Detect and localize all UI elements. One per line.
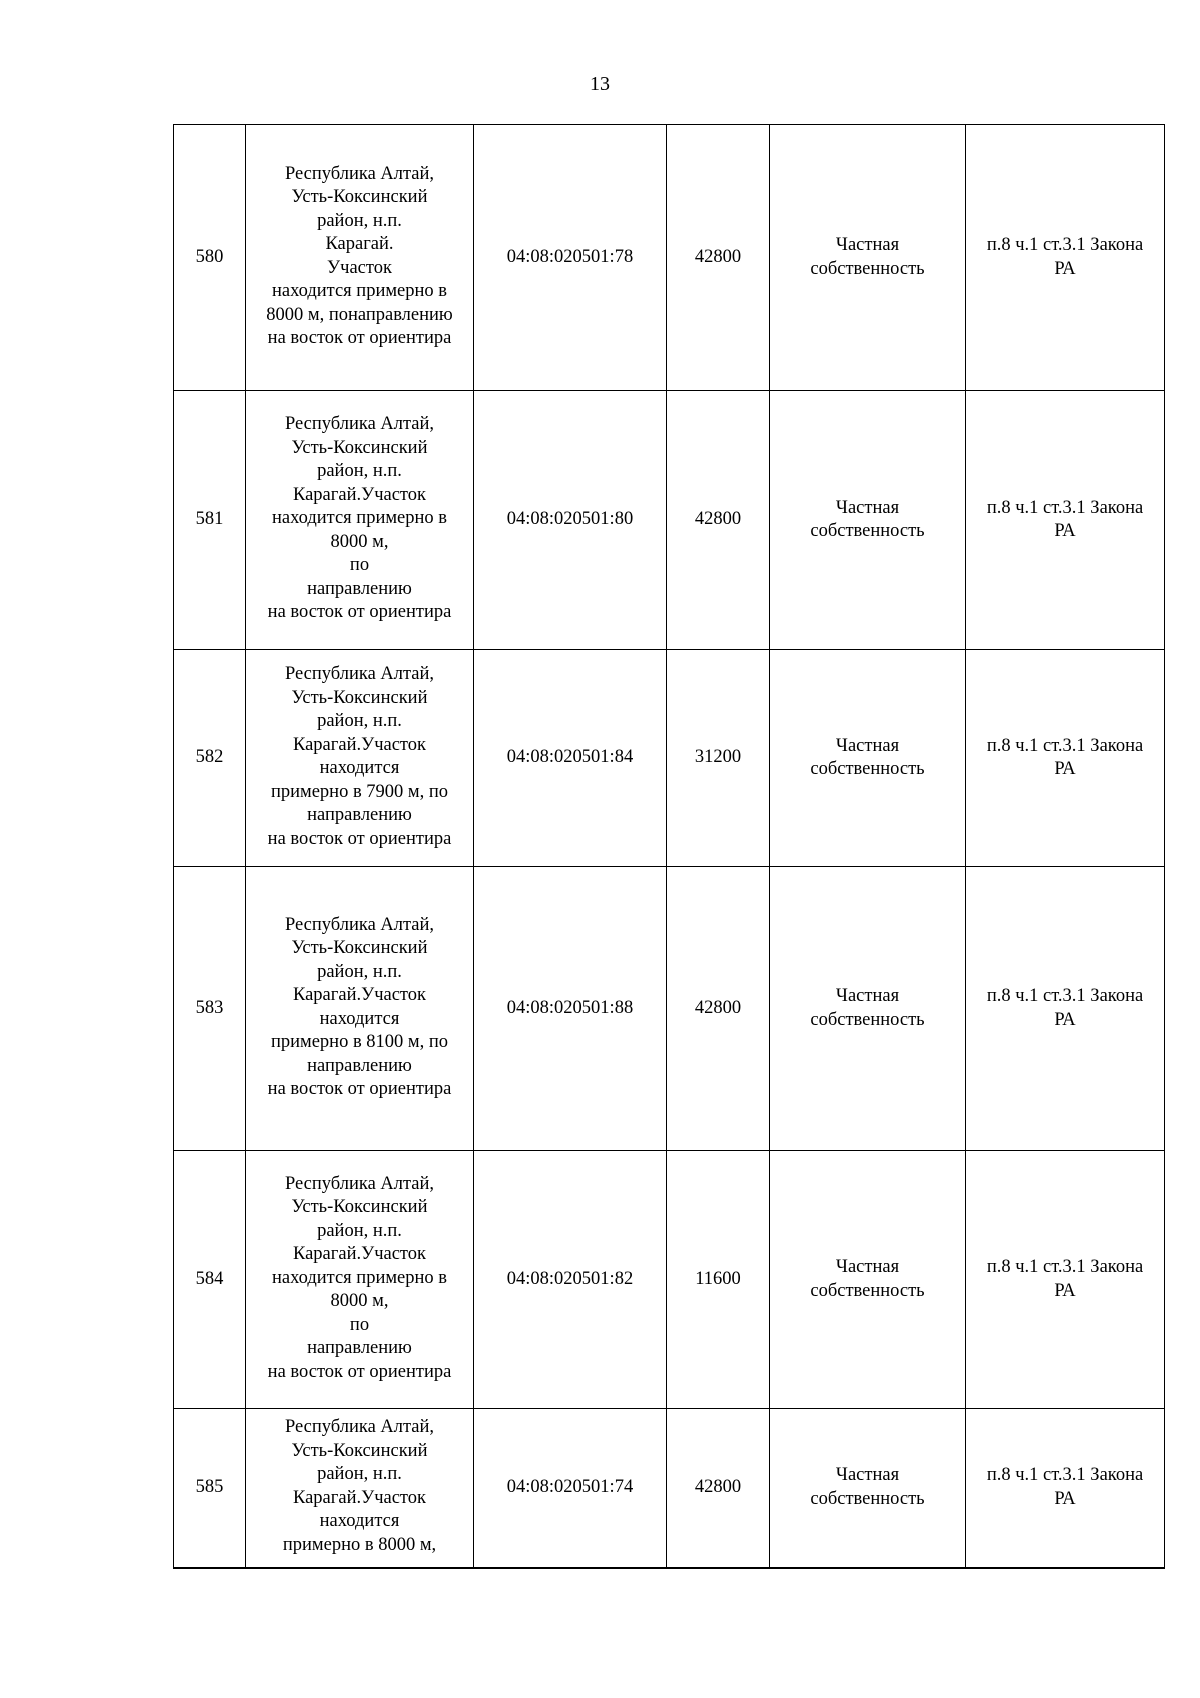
ownership-line: собственность [810, 1009, 925, 1030]
row-number: 584 [174, 1151, 246, 1409]
cadastral-number: 04:08:020501:80 [474, 391, 667, 650]
legal-basis-cell [966, 125, 1165, 391]
ownership-cell [770, 650, 966, 867]
area-value: 42800 [667, 125, 770, 391]
ownership-cell [770, 1409, 966, 1568]
table-row [174, 867, 1165, 1151]
ownership-line: собственность [810, 1488, 925, 1509]
legal-basis-cell [966, 1409, 1165, 1568]
ownership-cell [770, 125, 966, 391]
legal-basis-line: РА [1054, 1280, 1076, 1301]
cadastral-number: 04:08:020501:78 [474, 125, 667, 391]
legal-basis-line: п.8 ч.1 ст.3.1 Закона [986, 1465, 1144, 1486]
ownership-line: собственность [810, 759, 925, 779]
table-row [174, 125, 1165, 391]
ownership-cell [770, 391, 966, 650]
ownership-line: Частная [835, 986, 900, 1006]
row-number: 581 [174, 391, 246, 650]
address-cell: Республика Алтай, Усть-Коксинский район, н.п. Карагай.Участок находится примерно в 7900 м, по направлению на восток от ориентира [246, 650, 474, 867]
address-cell: Республика Алтай, Усть-Коксинский район, н.п. Карагай.Участок находится примерно в 8000 м, [246, 1409, 474, 1568]
area-value: 42800 [667, 391, 770, 650]
cadastral-number: 04:08:020501:74 [474, 1409, 667, 1568]
legal-basis-line: п.8 ч.1 ст.3.1 Закона [986, 986, 1144, 1006]
legal-basis-line: п.8 ч.1 ст.3.1 Закона [986, 735, 1144, 756]
legal-basis-line: п.8 ч.1 ст.3.1 Закона [986, 497, 1144, 518]
legal-basis-line: РА [1054, 1009, 1076, 1030]
cadastral-number: 04:08:020501:82 [474, 1151, 667, 1409]
ownership-line: Частная [835, 235, 900, 255]
cadastral-number: 04:08:020501:88 [474, 867, 667, 1151]
address-cell: Республика Алтай, Усть-Коксинский район, н.п. Карагай.Участок находится примерно в 8000 м, по направлению на восток от ориентира [246, 391, 474, 650]
page-number: 13 [590, 73, 610, 95]
ownership-line: Частная [835, 735, 900, 756]
area-value: 42800 [667, 1409, 770, 1568]
area-value: 11600 [667, 1151, 770, 1409]
address-cell: Республика Алтай, Усть-Коксинский район, н.п. Карагай.Участок находится примерно в 8100 м, по направлению на восток от ориентира [246, 867, 474, 1151]
row-number: 582 [174, 650, 246, 867]
ownership-cell [770, 1151, 966, 1409]
table-row [174, 650, 1165, 867]
row-number: 583 [174, 867, 246, 1151]
ownership-line: Частная [835, 497, 900, 518]
legal-basis-cell [966, 391, 1165, 650]
legal-basis-line: РА [1054, 1488, 1076, 1509]
area-value: 31200 [667, 650, 770, 867]
legal-basis-line: РА [1054, 521, 1076, 541]
row-number: 585 [174, 1409, 246, 1568]
legal-basis-cell [966, 650, 1165, 867]
ownership-cell [770, 867, 966, 1151]
legal-basis-line: п.8 ч.1 ст.3.1 Закона [986, 1257, 1144, 1277]
table-row [174, 1151, 1165, 1409]
table-row [174, 391, 1165, 650]
cadastral-number: 04:08:020501:84 [474, 650, 667, 867]
ownership-line: собственность [810, 1280, 925, 1301]
land-plot-table [173, 124, 1165, 1569]
legal-basis-cell [966, 1151, 1165, 1409]
legal-basis-line: РА [1054, 258, 1076, 279]
address-cell: Республика Алтай, Усть-Коксинский район, н.п. Карагай. Участок находится примерно в 8000 м, понаправлению на восток от ориентира [246, 125, 474, 391]
table-row [174, 1409, 1165, 1568]
area-value: 42800 [667, 867, 770, 1151]
address-cell: Республика Алтай, Усть-Коксинский район, н.п. Карагай.Участок находится примерно в 8000 м, по направлению на восток от ориентира [246, 1151, 474, 1409]
row-number: 580 [174, 125, 246, 391]
legal-basis-line: РА [1054, 759, 1076, 779]
ownership-line: собственность [810, 521, 925, 541]
ownership-line: Частная [835, 1257, 900, 1277]
ownership-line: собственность [810, 258, 925, 279]
ownership-line: Частная [835, 1465, 900, 1486]
legal-basis-cell [966, 867, 1165, 1151]
legal-basis-line: п.8 ч.1 ст.3.1 Закона [986, 235, 1144, 255]
